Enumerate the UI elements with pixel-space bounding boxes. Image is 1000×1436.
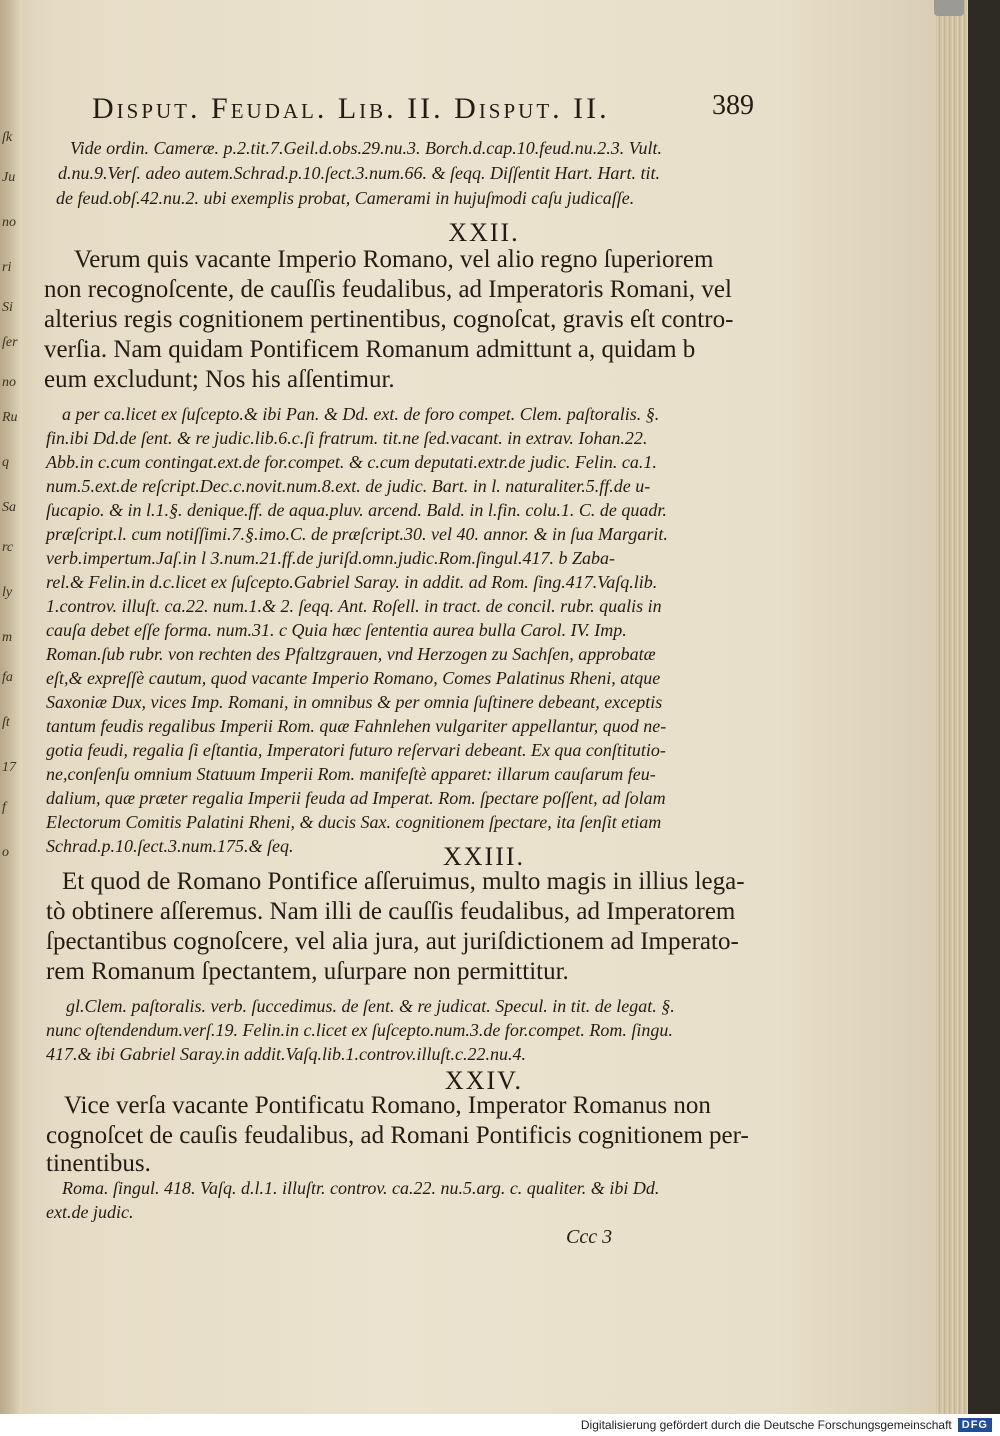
margin-fragment: no — [2, 375, 16, 390]
body-line: rem Romanum ſpectantem, uſurpare non permittitur. — [46, 958, 569, 985]
note-line: nunc oſtendendum.verſ.19. Felin.in c.licet ex ſuſcepto.num.3.de for.compet. Rom. ſingu. — [46, 1020, 673, 1040]
body-line: Et quod de Romano Pontifice aſſeruimus, multo magis in illius lega- — [62, 868, 745, 895]
note-line: 1.controv. illuſt. ca.22. num.1.& 2. ſeqq. Ant. Roſell. in tract. de concil. rubr. qualis in — [46, 596, 662, 616]
page-block-edge — [936, 0, 968, 1414]
body-line: non recognoſcente, de cauſſis feudalibus, ad Imperatoris Romani, vel — [44, 276, 732, 303]
note-line: ext.de judic. — [46, 1202, 134, 1222]
body-line: cognoſcet de cauſis feudalibus, ad Romani Pontificis cognitionem per- — [46, 1122, 749, 1149]
body-line: Vice verſa vacante Pontificatu Romano, Imperator Romanus non — [64, 1092, 711, 1119]
margin-fragment: f — [2, 800, 6, 815]
section-number: XXIII. — [442, 842, 526, 871]
facing-page-edge — [0, 0, 22, 1414]
note-line: ne,conſenſu omnium Statuum Imperii Rom. manifeſtè apparet: illarum cauſarum feu- — [46, 764, 656, 784]
signature-mark: Ccc 3 — [566, 1226, 613, 1248]
margin-fragment: m — [2, 630, 13, 645]
note-line: præſcript.l. cum notiſſimi.7.§.imo.C. de præſcript.30. vel 40. annor. & in ſua Margarit. — [46, 524, 668, 544]
note-line: dalium, quæ præter regalia Imperii feuda ad Imperat. Rom. ſpectare poſſent, ad ſolam — [46, 788, 666, 808]
note-line: Abb.in c.cum contingat.ext.de for.compet. & c.cum deputati.extr.de judic. Felin. ca.1. — [46, 452, 657, 472]
body-line: tinentibus. — [46, 1150, 151, 1177]
section-number: XXIV. — [444, 1066, 524, 1095]
section-number: XXII. — [448, 218, 520, 247]
margin-fragment: fa — [2, 670, 13, 685]
note-line: Roman.ſub rubr. von rechten des Pfaltzgrauen, vnd Herzogen zu Sachſen, approbatæ — [46, 644, 656, 664]
dfg-logo[interactable]: DFG — [958, 1418, 992, 1432]
note-line: eſt,& expreſſè cautum, quod vacante Imperio Romano, Comes Palatinus Rheni, atque — [46, 668, 661, 688]
page-number: 389 — [712, 90, 754, 121]
margin-fragment: ri — [2, 260, 12, 275]
note-line: Vide ordin. Cameræ. p.2.tit.7.Geil.d.obs.29.nu.3. Borch.d.cap.10.feud.nu.2.3. Vult. — [70, 138, 662, 158]
margin-fragment: ſt — [2, 715, 10, 730]
note-line: Roma. ſingul. 418. Vaſq. d.l.1. illuſtr. controv. ca.22. nu.5.arg. c. qualiter. & ibi Dd. — [62, 1178, 660, 1198]
margin-fragment: q — [2, 455, 9, 470]
note-line: 417.& ibi Gabriel Saray.in addit.Vaſq.lib.1.controv.illuſt.c.22.nu.4. — [46, 1044, 526, 1064]
note-line: gl.Clem. paſtoralis. verb. ſuccedimus. de ſent. & re judicat. Specul. in tit. de legat. §. — [66, 996, 675, 1016]
body-line: alterius regis cognitionem pertinentibus, cognoſcat, gravis eſt contro- — [44, 306, 734, 333]
note-line: Saxoniæ Dux, vices Imp. Romani, in omnibus & per omnia ſuſtinere debeant, exceptis — [46, 692, 663, 712]
funding-credit: Digitalisierung gefördert durch die Deutsche Forschungsgemeinschaft — [580, 1418, 952, 1432]
note-line: cauſa debet eſſe forma. num.31. c Quia hæc ſententia aurea bulla Carol. IV. Imp. — [46, 620, 627, 640]
note-line: de feud.obſ.42.nu.2. ubi exemplis probat, Camerami in hujuſmodi caſu judicaſſe. — [56, 188, 635, 208]
note-line: gotia feudi, regalia ſi eſtantia, Imperatori futuro reſervari debeant. Ex qua conſtitutio- — [46, 740, 666, 760]
margin-fragment: ly — [2, 585, 13, 600]
note-line: fin.ibi Dd.de ſent. & re judic.lib.6.c.ſi fratrum. tit.ne ſed.vacant. in extrav. Iohan.22. — [46, 428, 648, 448]
note-line: num.5.ext.de reſcript.Dec.c.novit.num.8.ext. de judic. Bart. in l. naturaliter.5.ff.de u- — [46, 476, 651, 496]
body-line: tò obtinere aſſeremus. Nam illi de cauſſis feudalibus, ad Imperatorem — [46, 898, 736, 925]
margin-fragment: Ru — [2, 410, 18, 425]
footer-bar — [0, 1414, 1000, 1436]
note-line: tantum feudis regalibus Imperii Rom. quæ Fahnlehen vulgariter appellantur, quod ne- — [46, 716, 667, 736]
body-line: eum excludunt; Nos his aſſentimur. — [44, 366, 395, 393]
margin-fragment: o — [2, 845, 9, 860]
margin-fragment: Si — [2, 300, 13, 315]
margin-fragment: ſer — [2, 335, 18, 350]
margin-fragment: Ju — [2, 170, 16, 185]
body-line: ſpectantibus cognoſcere, vel alia jura, aut juriſdictionem ad Imperato- — [46, 928, 739, 955]
note-line: d.nu.9.Verſ. adeo autem.Schrad.p.10.ſect.3.num.66. & ſeqq. Diſſentit Hart. Hart. tit. — [58, 163, 660, 183]
body-line: Verum quis vacante Imperio Romano, vel alio regno ſuperiorem — [74, 246, 714, 273]
margin-fragment: ſk — [2, 130, 13, 145]
margin-fragment: Sa — [2, 500, 16, 515]
note-line: a per ca.licet ex ſuſcepto.& ibi Pan. & Dd. ext. de foro compet. Clem. paſtoralis. §. — [62, 404, 660, 424]
note-line: ſucapio. & in l.1.§. denique.ff. de aqua.pluv. arcend. Bald. in l.fin. colu.1. C. de quadr. — [46, 500, 667, 520]
note-line: verb.impertum.Jaſ.in l 3.num.21.ff.de juriſd.omn.judic.Rom.ſingul.417. b Zaba- — [46, 548, 615, 568]
note-line: Electorum Comitis Palatini Rheni, & ducis Sax. cognitionem ſpectare, ita ſenſit etiam — [46, 812, 662, 832]
note-line: Schrad.p.10.ſect.3.num.175.& ſeq. — [46, 836, 294, 856]
margin-fragment: rc — [2, 540, 14, 555]
scanner-clip — [934, 0, 964, 16]
margin-fragment: no — [2, 215, 16, 230]
note-line: rel.& Felin.in d.c.licet ex ſuſcepto.Gabriel Saray. in addit. ad Rom. ſing.417.Vaſq.lib. — [46, 572, 658, 592]
body-line: verſia. Nam quidam Pontificem Romanum admittunt a, quidam b — [44, 336, 696, 363]
margin-fragment: 17 — [2, 760, 16, 775]
running-head: Disput. Feudal. Lib. II. Disput. II. — [92, 92, 610, 125]
